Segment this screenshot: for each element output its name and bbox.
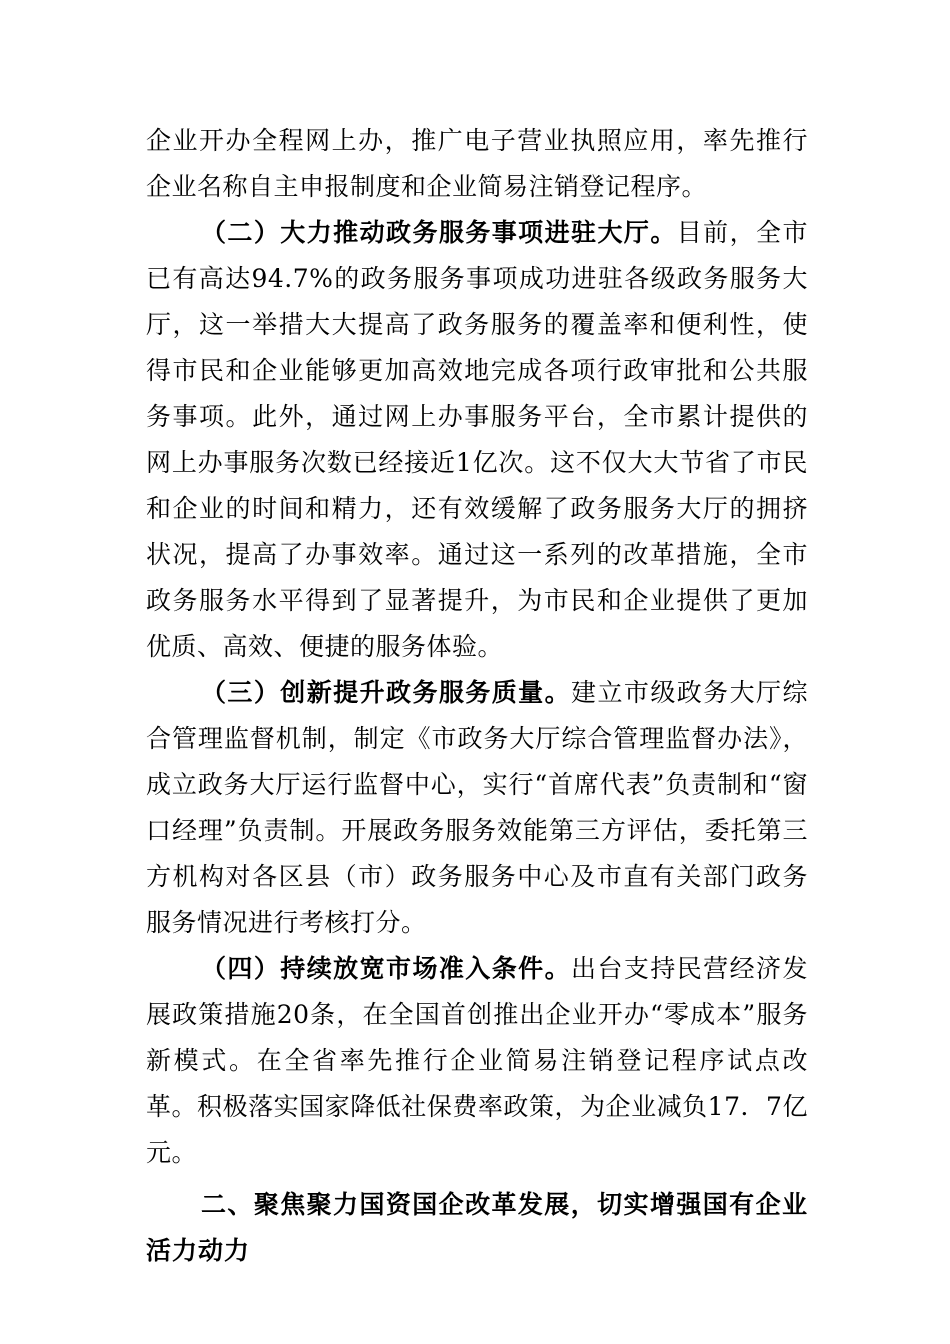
paragraph-text: 目前，全市已有高达94.7%的政务服务事项成功进驻各级政务服务大厅，这一举措大大提高了政务服务的覆盖率和便利性，使得市民和企业能够更加高效地完成各项行政审批和公共服务事项。此外，通过网上办事服务平台，全市累计提供的网上办事服务次数已经接近1亿次。这不仅大大节省了市民和企业的时间和精力，还有效缓解了政务服务大厅的拥挤状况，提高了办事效率。通过这一系列的改革措施，全市政务服务水平得到了显著提升，为市民和企业提供了更加优质、高效、便捷的服务体验。 xyxy=(146,218,808,661)
section-lead-3: （三）创新提升政务服务质量。 xyxy=(201,678,572,707)
paragraph-continuation xyxy=(146,118,808,210)
paragraph-section-3 xyxy=(146,670,808,946)
paragraph-text: 企业开办全程网上办，推广电子营业执照应用，率先推行企业名称自主申报制度和企业简易注销登记程序。 xyxy=(146,126,808,201)
paragraph-text: 建立市级政务大厅综合管理监督机制，制定《市政务大厅综合管理监督办法》，成立政务大厅运行监督中心，实行“首席代表”负责制和“窗口经理”负责制。开展政务服务效能第三方评估，委托第三方机构对各区县（市）政务服务中心及市直有关部门政务服务情况进行考核打分。 xyxy=(146,678,808,937)
section-heading: 二、聚焦聚力国资国企改革发展，切实增强国有企业活力动力 xyxy=(146,1190,808,1265)
paragraph-section-4 xyxy=(146,946,808,1176)
section-lead-2: （二）大力推动政务服务事项进驻大厅。 xyxy=(201,218,677,247)
paragraph-section-2 xyxy=(146,210,808,670)
document-page xyxy=(146,118,808,1274)
section-lead-4: （四）持续放宽市场准入条件。 xyxy=(201,954,572,983)
paragraph-text: 出台支持民营经济发展政策措施20条，在全国首创推出企业开办“零成本”服务新模式。在全省率先推行企业简易注销登记程序试点改革。积极落实国家降低社保费率政策，为企业减负17．7亿元。 xyxy=(146,954,808,1167)
